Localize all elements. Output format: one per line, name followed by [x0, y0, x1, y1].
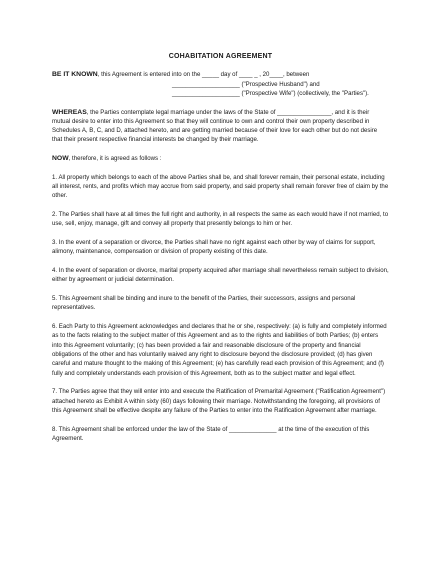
intro-line-3 [52, 89, 389, 98]
clause-5: 5. This Agreement shall be binding and inure to the benefit of the Parties, their successors, assigns and personal representatives. [52, 295, 356, 312]
intro-line-1 [52, 70, 389, 79]
clause-4: 4. In the event of separation or divorce, marital property acquired after marriage shall nevertheless remain subject to division, either by agreement or judicial determination. [52, 267, 389, 284]
intro-paragraph [52, 70, 389, 98]
intro-text: , this Agreement is entered into on the _____ day of ____ _ , 20____, between [97, 71, 310, 79]
now-lead: NOW [52, 155, 69, 163]
clause-6: 6. Each Party to this Agreement acknowledges and declares that he or she, respectively: (a) is fully and completely informed as to the facts relating to the subject matter of this Agreement and as to the rights and liabilities of both Parties; (b) enters into this Agreement voluntarily; (c) has been provided a fair and reasonable disclosure of the property and financial obligations of the other and has voluntarily waived any right to disclosure beyond the disclosure provided; (d) has given careful and mature thought to the making of this Agreement; (e) has carefully read each provision of this Agreement; and (f) fully and completely understands each provision of this Agreement, both as to the subject matter and legal effect. [52, 323, 387, 377]
intro-lead: BE IT KNOWN [52, 71, 98, 79]
now-text: , therefore, it is agreed as follows : [68, 155, 162, 163]
clause-2: 2. The Parties shall have at all times the full right and authority, in all respects the same as each would have if not married, to use, sell, enjoy, manage, gift and convey all property that presently belongs to him or her. [52, 211, 389, 228]
wife-line: ____________________ ("Prospective Wife") (collectively, the "Parties"). [172, 89, 369, 97]
intro-line-2 [52, 80, 389, 89]
clause-1: 1. All property which belongs to each of the above Parties shall be, and shall forever remain, their personal estate, including all interest, rents, and profits which may accrue from said property, and said property shall remain forever free of claim by the other. [52, 173, 389, 200]
husband-line: ____________________ ("Prospective Husband") and [172, 80, 320, 88]
clause-8: 8. This Agreement shall be enforced under the law of the State of ______________ at the time of the execution of this Agreement. [52, 425, 370, 442]
whereas-text: , the Parties contemplate legal marriage under the laws of the State of ________________, and it is their mutual desire to enter into this Agreement so that they will continue to own and control their own property described in Schedules A, B, C, and D, attached hereto, and are getting married because of their love for each other but do not desire that their present respective financial interests be changed by their marriage. [52, 108, 378, 144]
now-paragraph [52, 154, 389, 163]
whereas-paragraph [52, 108, 389, 145]
whereas-lead: WHEREAS [52, 108, 87, 116]
document-title: COHABITATION AGREEMENT [168, 53, 273, 60]
clause-7: 7. The Parties agree that they will enter into and execute the Ratification of Premarital Agreement ("Ratification Agreement") attached hereto as Exhibit A within sixty (60) days following their marriage. Notwithstanding the foregoing, all provisions of this Agreement shall be effective despite any failure of the Parties to enter into the Ratification Agreement after marriage. [52, 388, 386, 414]
clause-3: 3. In the event of a separation or divorce, the Parties shall have no right against each other by way of claims for support, alimony, maintenance, compensation or division of property existing of this date. [52, 239, 376, 256]
